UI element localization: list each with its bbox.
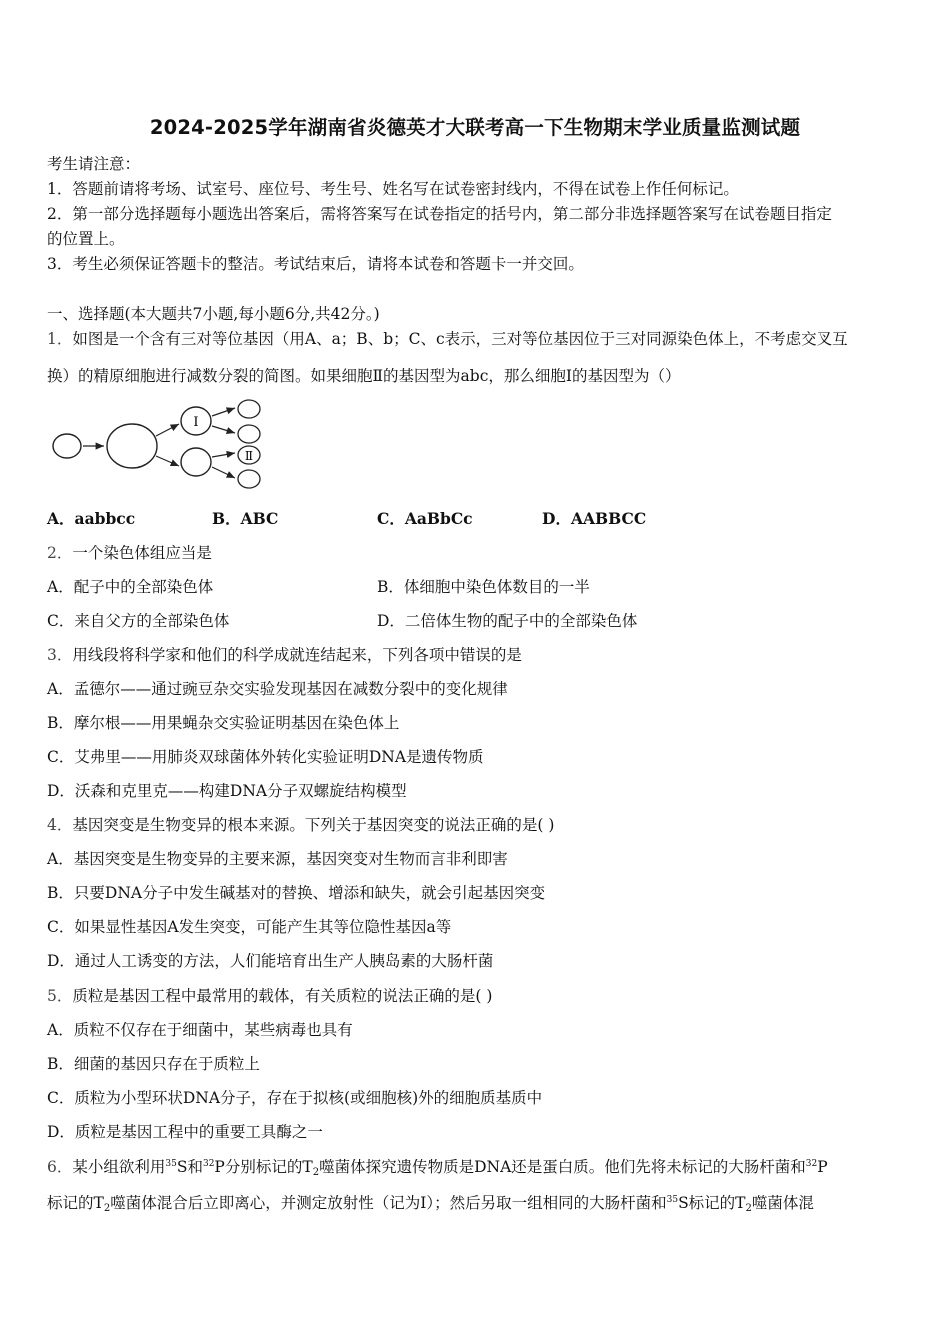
question-5-text: 5．质粒是基因工程中最常用的载体，有关质粒的说法正确的是( ) [47,987,493,1005]
arrow [212,426,235,433]
option-b: B．体细胞中染色体数目的一半 [377,578,590,596]
option-d: D．二倍体生物的配子中的全部染色体 [377,612,638,630]
question-number: 5． [47,987,73,1005]
cell-1-label: Ⅰ [193,415,199,430]
notice-item: 1．答题前请将考场、试室号、座位号、考生号、姓名写在试卷密封线内，不得在试卷上作任何标记。 [47,180,739,198]
secondary-spermatocyte-cell [181,448,211,476]
arrow [212,453,235,457]
question-1-text-cont: 换）的精原细胞进行减数分裂的简图。如果细胞Ⅱ的基因型为abc，那么细胞Ⅰ的基因型为（） [47,367,681,385]
notice-item: 3．考生必须保证答题卡的整洁。考试结束后，请将本试卷和答题卡一并交回。 [47,255,584,273]
sperm-cell [238,470,260,488]
option-c: C．艾弗里——用肺炎双球菌体外转化实验证明DNA是遗传物质 [47,748,484,766]
option-b: B．细菌的基因只存在于质粒上 [47,1055,260,1073]
arrow [212,467,235,478]
page-title: 2024-2025学年湖南省炎德英才大联考高一下生物期末学业质量监测试题 [149,116,801,139]
option-a: A．基因突变是生物变异的主要来源，基因突变对生物而言非利即害 [47,850,508,868]
notice-item: 的位置上。 [47,230,125,248]
option-b: B．摩尔根——用果蝇杂交实验证明基因在染色体上 [47,714,400,732]
option-b: B．ABC [212,509,279,528]
notice-heading: 考生请注意： [47,155,141,173]
option-b: B．只要DNA分子中发生碱基对的替换、增添和缺失，就会引起基因突变 [47,884,546,902]
question-number: 3． [47,646,73,664]
arrow [156,456,179,466]
cell-2-label: Ⅱ [244,449,254,463]
question-6-text: 6．某小组欲利用$^{35}$S和$^{32}$P分别标记的$T_2$噬菌体探究遗传物质是DNA还是蛋白质。他们先将未标记的大肠杆菌和$^{32}$P [47,1158,828,1178]
question-number: 2． [47,544,73,562]
option-a: A．配子中的全部染色体 [47,578,214,596]
question-2-text: 2．一个染色体组应当是 [47,544,212,562]
option-c: C．质粒为小型环状DNA分子，存在于拟核(或细胞核)外的细胞质基质中 [47,1089,543,1107]
spermatogonium-cell [53,434,81,458]
arrow [212,408,235,416]
sperm-cell [238,400,260,418]
meiosis-diagram [48,396,278,492]
question-6-text-cont: 标记的$T_2$噬菌体混合后立即离心，并测定放射性（记为Ⅰ）；然后另取一组相同的大肠杆菌和$^{35}$S标记的$T_2$噬菌体混 [47,1194,814,1214]
notice-item: 2．第一部分选择题每小题选出答案后，需将答案写在试卷指定的括号内，第二部分非选择题答案写在试卷题目指定 [47,205,832,223]
primary-spermatocyte-cell [107,424,157,468]
section-heading: 一、选择题(本大题共7小题,每小题6分,共42分。) [47,305,380,323]
question-4-text: 4．基因突变是生物变异的根本来源。下列关于基因突变的说法正确的是( ) [47,816,555,834]
arrow [156,424,179,436]
option-c: C．如果显性基因A发生突变，可能产生其等位隐性基因a等 [47,918,452,936]
option-d: D．沃森和克里克——构建DNA分子双螺旋结构模型 [47,782,407,800]
option-d: D．AABBCC [542,509,647,528]
option-a: A．孟德尔——通过豌豆杂交实验发现基因在减数分裂中的变化规律 [47,680,508,698]
option-a: A．aabbcc [47,509,136,528]
question-1-text: 1．如图是一个含有三对等位基因（用A、a；B、b；C、c表示，三对等位基因位于三对同源染色体上，不考虑交叉互 [47,330,848,348]
sperm-cell [238,425,260,443]
option-d: D．质粒是基因工程中的重要工具酶之一 [47,1123,323,1141]
option-c: C．来自父方的全部染色体 [47,612,230,630]
option-c: C．AaBbCc [377,509,473,528]
question-number: 6． [47,1158,73,1176]
option-d: D．通过人工诱变的方法，人们能培育出生产人胰岛素的大肠杆菌 [47,952,494,970]
option-a: A．质粒不仅存在于细菌中，某些病毒也具有 [47,1021,353,1039]
question-number: 4． [47,816,73,834]
question-number: 1． [47,330,73,348]
question-3-text: 3．用线段将科学家和他们的科学成就连结起来，下列各项中错误的是 [47,646,522,664]
